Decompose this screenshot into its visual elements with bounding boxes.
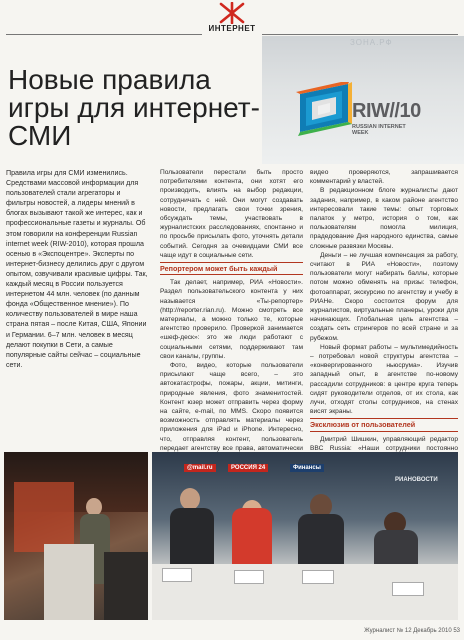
section-logo-text: ИНТЕРНЕТ (208, 24, 256, 33)
column2-paragraph-1: Пользователи перестали быть просто потребителями контента, они хотят его производить, влиять на выбор редакции, сотрудничать с ней. Они могут создавать новости, предлагать свои точки зрения, обсуждать темы, участвовать в журналистских расследованиях, спонтанно и по просьбе присылать фото, уточнять детали событий. Сегодня за очевидцами СМИ все чаще идут в социальные сети. (160, 169, 303, 259)
conference-photo-speaker (4, 452, 148, 620)
subheading-reporter: Репортером может быть каждый (160, 262, 303, 275)
column3-paragraph-4: Новый формат работы – мультимедийность – потребовал новой структуры агентства – «конвергированного ньюсрума». Изучив западный опыт, в агентстве по-новому рассадили сотрудников: в центре круга теперь сидят руководители отделов, от их стола, как лучи, отходят столы сотрудников, на стенах висят экраны. (310, 343, 458, 416)
header-rule-left (6, 34, 202, 35)
page-footer: Журналист № 12 Декабрь 2010 53 (364, 628, 460, 634)
article-headline: Новые правила игры для интернет-СМИ (8, 64, 260, 151)
subheading-exclusive: Эксклюзив от пользователей (310, 418, 458, 431)
riw-logo-subtitle: RUSSIAN INTERNET WEEK (352, 124, 406, 136)
column3-paragraph-3: Деньги – не лучшая компенсация за работу, считают в РИА «Новости», поэтому пользователи могут набирать баллы, которые потом можно обменять на призы: телефон, фотоаппарат, экскурсию по агентству и учебу в РИАНе. Скоро состоится форум для журналистов, виртуальные планеры, уроки для начинающих. Глобальная цель агентства – создать сеть стрингеров по всей стране и за рубежом. (310, 251, 458, 342)
column2-paragraph-2: Так делает, например, РИА «Новости». Раздел пользовательского контента у них называется «Ты-репортер» (http://reporter.rian.ru). Можно смотреть все материалы, а можно только те, которые агентство проверило. Проверкой занимается «шеф-деск»: это же люди работают с социальными сетями, поддерживают там свои каналы, группы. (160, 279, 303, 360)
sign-mailru: @mail.ru (184, 464, 216, 472)
article-column-2 (160, 168, 303, 462)
magazine-logo-icon (218, 2, 246, 24)
lead-paragraph: Правила игры для СМИ изменились. Средствами массовой информации для пользователей стали агрегаторы и фильтры новостей, а лидеры мнений в блогах вызывают такой же интерес, как и профессиональные газеты и журналы. Об этом говорили на конференции Russian internet week (RIW-2010), которая прошла осенью в «Экспоцентре». Эксперты по интернет-бизнесу делились друг с другом опытом, озвучивали красивые цифры. Так, каждый месяц в России пользуется интернетом 44 млн. человек (по данным фонда «Общественное мнение»). По количеству пользователей в мире наша страна пятая – после Китая, США, Японии и Германии. 6–7 млн. человек в месяц делают покупки в Сети, а самые популярные сайты сейчас – социальные сети. (6, 169, 148, 369)
article-column-3 (310, 168, 458, 462)
column2-paragraph-3: Фото, видео, которые пользователи присылают чаще всего, – это автокатастрофы, пожары, акции, митинги, природные явления, фото знаменитостей. Контент юзер может отправить через форму на сайте, e-mail, по MMS. Скоро появится возможность отправлять материалы через приложения для iPad и iPhone. Интересно, что, отправляя контент, пользователь передает агентству все права, автоматически (160, 362, 303, 452)
riw-logo-text: RIW//10 (352, 100, 421, 122)
sign-russia24: РОССИЯ 24 (228, 464, 268, 472)
conference-photo-panel (152, 452, 458, 620)
watermark-text: ЗОНА.РФ (350, 38, 393, 47)
column3-paragraph-1: видео проверяются, запрашивается комментарий у властей. (310, 169, 458, 186)
column3-paragraph-2: В редакционном блоге журналисты дают задания, например, в каком районе агентство интересовали такие темы: опыт торговых палаток у метро, история о том, как пользователям помогла милиция, прадедование Дня народного единства, самые сложные развязки Москвы. (310, 187, 458, 250)
column3-paragraph-5: Дмитрий Шишкин, управляющий редактор ВВС Russia: «Наши сотрудники постоянно (310, 435, 458, 452)
header-rule-right (262, 34, 458, 35)
sign-rian: РИАНОВОСТИ (395, 477, 438, 483)
sign-finance: Финансы (290, 464, 324, 472)
article-lead-column (6, 168, 150, 370)
